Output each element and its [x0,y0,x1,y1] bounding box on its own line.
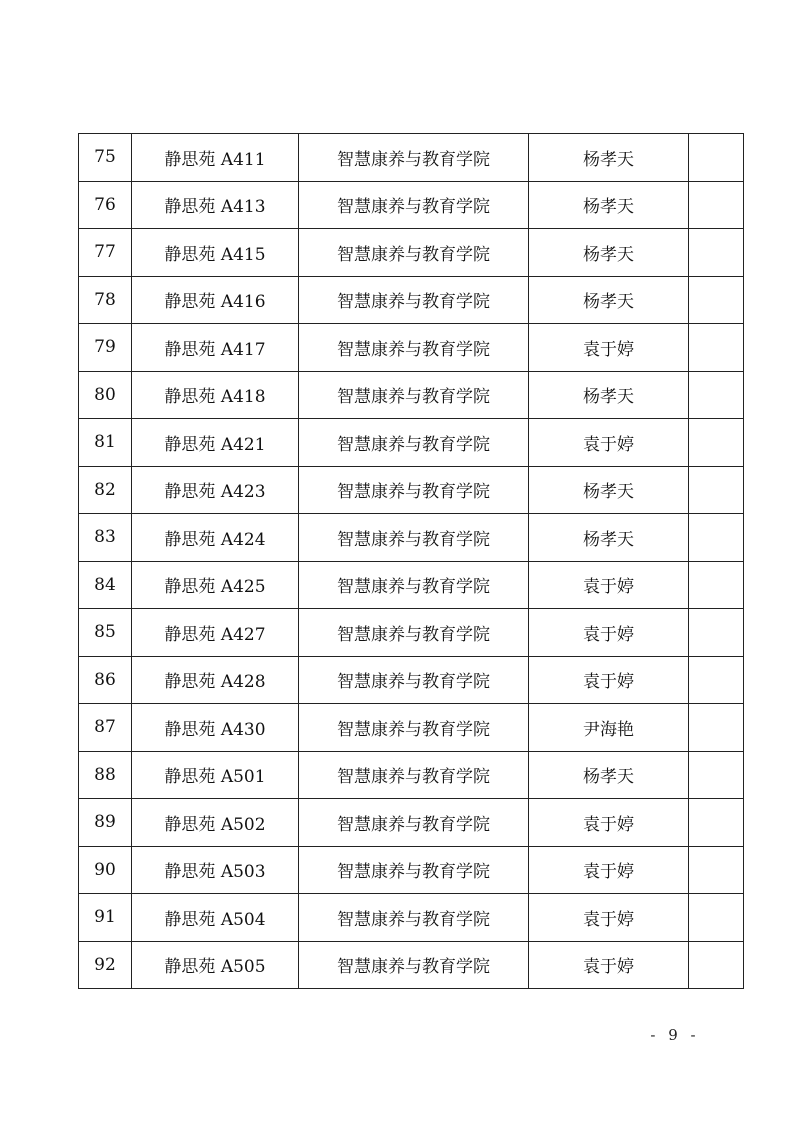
row-number-cell: 85 [79,609,132,657]
room-cell: 静思苑 A416 [132,276,299,324]
row-number-cell: 91 [79,894,132,942]
college-cell: 智慧康养与教育学院 [299,894,529,942]
note-cell [689,324,744,372]
college-cell: 智慧康养与教育学院 [299,134,529,182]
note-cell [689,751,744,799]
room-cell: 静思苑 A421 [132,419,299,467]
row-number-cell: 88 [79,751,132,799]
table-row [79,276,744,324]
person-cell: 袁于婷 [529,894,689,942]
note-cell [689,799,744,847]
college-cell: 智慧康养与教育学院 [299,466,529,514]
college-cell: 智慧康养与教育学院 [299,561,529,609]
table-row [79,704,744,752]
college-cell: 智慧康养与教育学院 [299,276,529,324]
page-number: - 9 - [650,1026,700,1044]
person-cell: 袁于婷 [529,419,689,467]
college-cell: 智慧康养与教育学院 [299,419,529,467]
room-cell: 静思苑 A413 [132,181,299,229]
note-cell [689,514,744,562]
note-cell [689,371,744,419]
row-number-cell: 81 [79,419,132,467]
note-cell [689,941,744,989]
row-number-cell: 77 [79,229,132,277]
person-cell: 袁于婷 [529,561,689,609]
college-cell: 智慧康养与教育学院 [299,229,529,277]
table-row [79,751,744,799]
row-number-cell: 87 [79,704,132,752]
row-number-cell: 89 [79,799,132,847]
table-row [79,229,744,277]
room-cell: 静思苑 A428 [132,656,299,704]
person-cell: 杨孝天 [529,276,689,324]
room-cell: 静思苑 A501 [132,751,299,799]
person-cell: 杨孝天 [529,371,689,419]
row-number-cell: 75 [79,134,132,182]
note-cell [689,134,744,182]
person-cell: 杨孝天 [529,466,689,514]
table-row [79,371,744,419]
college-cell: 智慧康养与教育学院 [299,609,529,657]
note-cell [689,181,744,229]
note-cell [689,419,744,467]
room-cell: 静思苑 A417 [132,324,299,372]
table-row [79,466,744,514]
note-cell [689,656,744,704]
room-cell: 静思苑 A504 [132,894,299,942]
row-number-cell: 92 [79,941,132,989]
person-cell: 杨孝天 [529,514,689,562]
room-cell: 静思苑 A430 [132,704,299,752]
note-cell [689,846,744,894]
college-cell: 智慧康养与教育学院 [299,941,529,989]
person-cell: 袁于婷 [529,656,689,704]
college-cell: 智慧康养与教育学院 [299,846,529,894]
row-number-cell: 84 [79,561,132,609]
room-cell: 静思苑 A415 [132,229,299,277]
table-row [79,846,744,894]
person-cell: 尹海艳 [529,704,689,752]
person-cell: 袁于婷 [529,941,689,989]
person-cell: 袁于婷 [529,846,689,894]
table-row [79,561,744,609]
note-cell [689,229,744,277]
note-cell [689,704,744,752]
person-cell: 杨孝天 [529,751,689,799]
row-number-cell: 80 [79,371,132,419]
note-cell [689,609,744,657]
note-cell [689,894,744,942]
table-body [79,134,744,989]
note-cell [689,466,744,514]
note-cell [689,276,744,324]
room-cell: 静思苑 A427 [132,609,299,657]
room-cell: 静思苑 A424 [132,514,299,562]
table-row [79,324,744,372]
room-cell: 静思苑 A411 [132,134,299,182]
table-row [79,609,744,657]
table-row [79,419,744,467]
table-row [79,134,744,182]
college-cell: 智慧康养与教育学院 [299,324,529,372]
college-cell: 智慧康养与教育学院 [299,514,529,562]
table-row [79,181,744,229]
table-row [79,799,744,847]
table-row [79,514,744,562]
room-cell: 静思苑 A505 [132,941,299,989]
college-cell: 智慧康养与教育学院 [299,751,529,799]
college-cell: 智慧康养与教育学院 [299,371,529,419]
row-number-cell: 82 [79,466,132,514]
room-cell: 静思苑 A425 [132,561,299,609]
note-cell [689,561,744,609]
room-cell: 静思苑 A502 [132,799,299,847]
person-cell: 袁于婷 [529,799,689,847]
table-row [79,941,744,989]
person-cell: 袁于婷 [529,609,689,657]
row-number-cell: 90 [79,846,132,894]
room-cell: 静思苑 A423 [132,466,299,514]
college-cell: 智慧康养与教育学院 [299,181,529,229]
room-cell: 静思苑 A418 [132,371,299,419]
dormitory-table [78,133,744,989]
person-cell: 杨孝天 [529,134,689,182]
row-number-cell: 79 [79,324,132,372]
row-number-cell: 83 [79,514,132,562]
person-cell: 袁于婷 [529,324,689,372]
row-number-cell: 76 [79,181,132,229]
person-cell: 杨孝天 [529,229,689,277]
person-cell: 杨孝天 [529,181,689,229]
college-cell: 智慧康养与教育学院 [299,656,529,704]
table-row [79,656,744,704]
college-cell: 智慧康养与教育学院 [299,799,529,847]
college-cell: 智慧康养与教育学院 [299,704,529,752]
row-number-cell: 78 [79,276,132,324]
room-cell: 静思苑 A503 [132,846,299,894]
row-number-cell: 86 [79,656,132,704]
table-row [79,894,744,942]
